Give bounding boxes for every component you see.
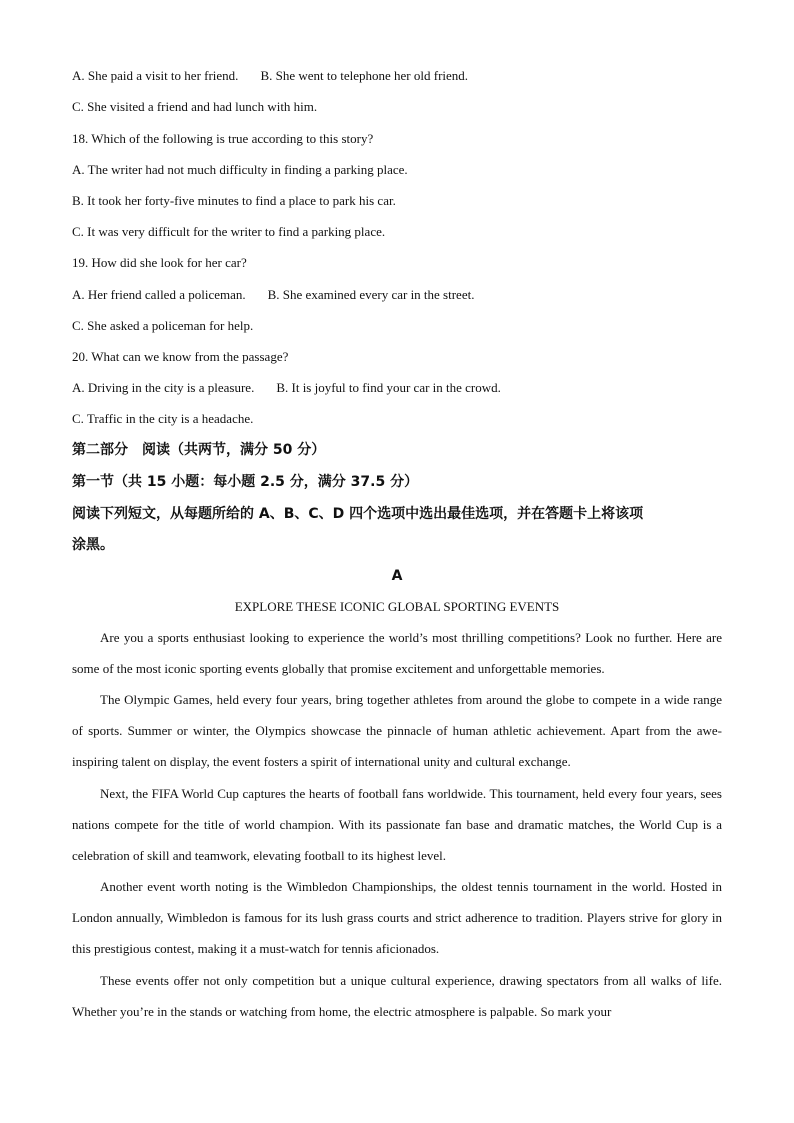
q17-option-b: B. She went to telephone her old friend. (260, 68, 469, 83)
q18-option-b: B. It took her forty-five minutes to find a place to park his car. (72, 193, 396, 208)
passage-paragraph-5: These events offer not only competition but a unique cultural experience, drawing spectators from all walks of life. Whether you’re in the stands or watching from home, the electric atmosphere is palpable. So mark your (72, 973, 722, 1020)
q20-stem: 20. What can we know from the passage? (72, 349, 289, 364)
subsection-heading: 第一节（共 15 小题：每小题 2.5 分，满分 37.5 分） (72, 474, 419, 490)
q19-option-b: B. She examined every car in the street. (267, 287, 475, 302)
passage-paragraph-4: Another event worth noting is the Wimbledon Championships, the oldest tennis tournament in the world. Hosted in London annually, Wimbledon is famous for its lush grass courts and strict adherence to tradition. Players strive for glory in this prestigious contest, making it a must-watch for tennis aficionados. (72, 879, 722, 957)
q20-options-ab (72, 380, 501, 396)
q18-option-a: A. The writer had not much difficulty in finding a parking place. (72, 162, 408, 177)
q19-option-a: A. Her friend called a policeman. (72, 287, 246, 302)
q19-stem: 19. How did she look for her car? (72, 255, 247, 270)
q20-option-a: A. Driving in the city is a pleasure. (72, 380, 255, 395)
q20-option-c: C. Traffic in the city is a headache. (72, 411, 254, 426)
section-heading: 第二部分 阅读（共两节，满分 50 分） (72, 442, 326, 458)
passage-paragraph-1: Are you a sports enthusiast looking to experience the world’s most thrilling competitions? Look no further. Here are some of the most iconic sporting events globally that promise excitement and unforgettable memories. (72, 630, 722, 677)
q18-option-c: C. It was very difficult for the writer to find a parking place. (72, 224, 386, 239)
section-instructions-cont: 涂黑。 (72, 537, 114, 553)
section-instructions: 阅读下列短文，从每题所给的 A、B、C、D 四个选项中选出最佳选项，并在答题卡上将该项 (72, 506, 644, 522)
passage-paragraph-3: Next, the FIFA World Cup captures the hearts of football fans worldwide. This tournament, held every four years, sees nations compete for the title of world champion. With its passionate fan base and dramatic matches, the World Cup is a celebration of skill and teamwork, elevating football to its highest level. (72, 786, 722, 864)
passage-title: EXPLORE THESE ICONIC GLOBAL SPORTING EVENTS (234, 599, 560, 614)
passage-paragraph-2: The Olympic Games, held every four years, bring together athletes from around the globe to compete in a wide range of sports. Summer or winter, the Olympics showcase the pinnacle of human athletic achievement. Apart from the awe-inspiring talent on display, the event fosters a spirit of international unity and cultural exchange. (72, 692, 722, 770)
q17-options-ab (72, 68, 468, 84)
q18-stem: 18. Which of the following is true according to this story? (72, 131, 374, 146)
q19-option-c: C. She asked a policeman for help. (72, 318, 254, 333)
q19-options-ab (72, 287, 474, 303)
q17-option-a: A. She paid a visit to her friend. (72, 68, 239, 83)
q17-option-c: C. She visited a friend and had lunch with him. (72, 99, 318, 114)
passage-label: A (391, 568, 403, 584)
q20-option-b: B. It is joyful to find your car in the crowd. (276, 380, 501, 395)
